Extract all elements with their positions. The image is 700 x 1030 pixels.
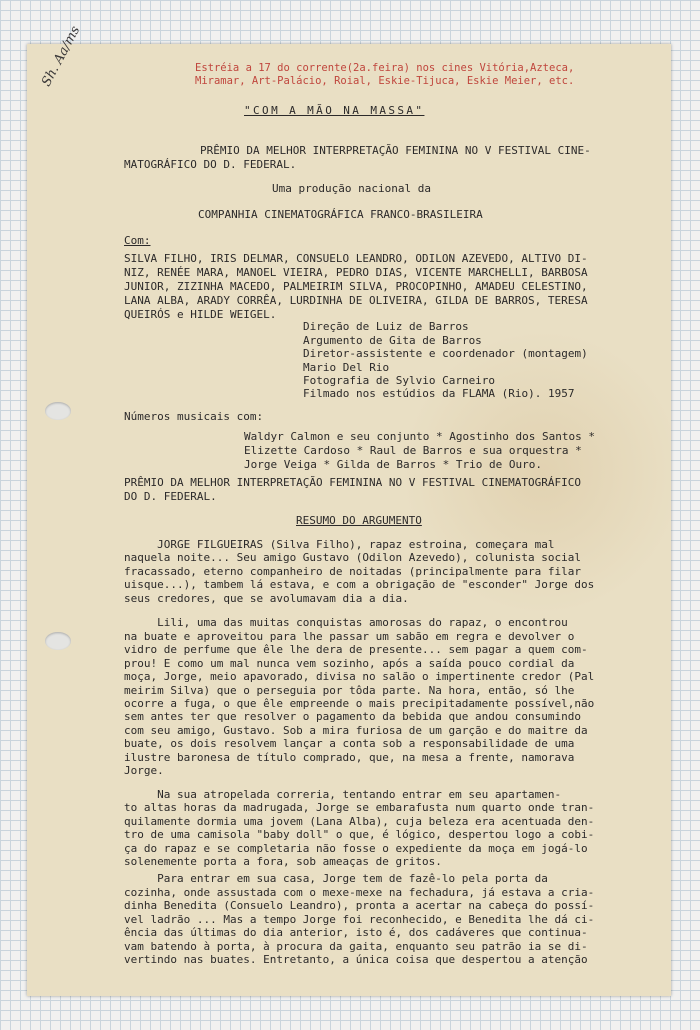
paragraph-line: Para entrar em sua casa, Jorge tem de fazê-lo pela porta da: [124, 872, 548, 885]
paragraph-line: solenemente porta a fora, sob ameaças de gritos.: [124, 855, 442, 868]
credit-line: Direção de Luiz de Barros: [303, 320, 469, 333]
cast-line: SILVA FILHO, IRIS DELMAR, CONSUELO LEANDRO, ODILON AZEVEDO, ALTIVO DI-: [124, 252, 588, 265]
paragraph-line: ência das últimas do dia anterior, isto é, dos cadáveres que continua-: [124, 926, 588, 939]
music-line: Waldyr Calmon e seu conjunto * Agostinho dos Santos *: [244, 430, 595, 443]
page-title: "COM A MÃO NA MASSA": [244, 104, 425, 117]
punch-hole: [45, 402, 71, 420]
music-line: Jorge Veiga * Gilda de Barros * Trio de Ouro.: [244, 458, 543, 471]
music-label: Números musicais com:: [124, 410, 264, 423]
paragraph-line: uisque...), tambem lá estava, e com a obrigação de "esconder" Jorge dos: [124, 578, 595, 591]
paragraph-line: tro de uma camisola "baby doll" o que, é lógico, despertou logo a cobi-: [124, 828, 595, 841]
paragraph-line: seus credores, que se avolumavam dia a dia.: [124, 592, 409, 605]
handwritten-note: Sh. Aa/ms: [39, 23, 84, 90]
paragraph-line: vel ladrão ... Mas a tempo Jorge foi reconhecido, e Benedita lhe dá ci-: [124, 913, 595, 926]
paragraph-line: Lili, uma das muitas conquistas amorosas do rapaz, o encontrou: [124, 616, 568, 629]
paragraph-line: ça do rapaz e se completaria não fosse o expediente da moça em jogá-lo: [124, 842, 588, 855]
credit-line: Mario Del Rio: [303, 361, 390, 374]
paragraph-line: to altas horas da madrugada, Jorge se embarafusta num quarto onde tran-: [124, 801, 595, 814]
paragraph-line: JORGE FILGUEIRAS (Silva Filho), rapaz estroina, começara mal: [124, 538, 555, 551]
paragraph-line: dinha Benedita (Consuelo Leandro), pronta a acertar na cabeça do possí-: [124, 899, 595, 912]
summary-heading: RESUMO DO ARGUMENTO: [296, 514, 422, 527]
award-bottom-line-2: DO D. FEDERAL.: [124, 490, 217, 503]
award-top-line-2: MATOGRÁFICO DO D. FEDERAL.: [124, 158, 297, 171]
punch-hole: [45, 632, 71, 650]
paragraph-line: Jorge.: [124, 764, 164, 777]
paragraph-line: Na sua atropelada correria, tentando entrar em seu apartamen-: [124, 788, 562, 801]
stamp-line-1: Estréia a 17 do corrente(2a.feira) nos cines Vitória,Azteca,: [195, 62, 575, 74]
cast-line: NIZ, RENÉE MARA, MANOEL VIEIRA, PEDRO DIAS, VICENTE MARCHELLI, BARBOSA: [124, 266, 588, 279]
credit-line: Filmado nos estúdios da FLAMA (Rio). 1957: [303, 387, 575, 400]
paragraph-line: ilustre baronesa de título comprado, que, na mesa a frente, namorava: [124, 751, 575, 764]
cast-label: Com:: [124, 234, 151, 247]
paragraph-line: fracassado, eterno companheiro de noitadas (principalmente para filar: [124, 565, 581, 578]
cast-line: LANA ALBA, ARADY CORRÊA, LURDINHA DE OLIVEIRA, GILDA DE BARROS, TERESA: [124, 294, 588, 307]
paragraph-line: cozinha, onde assustada com o mexe-mexe na fechadura, já estava a cria-: [124, 886, 595, 899]
paragraph-line: buate, os dois resolvem lançar a conta sob a responsabilidade de uma: [124, 737, 575, 750]
paragraph-line: na buate e aproveitou para lhe passar um sabão em regra e devolver o: [124, 630, 575, 643]
paragraph-line: quilamente dormia uma jovem (Lana Alba), cuja beleza era acentuada den-: [124, 815, 595, 828]
paragraph-line: prou! E como um mal nunca vem sozinho, após a saída pouco cordial da: [124, 657, 575, 670]
paragraph-line: sem antes ter que resolver o pagamento da bebida que andou consumindo: [124, 710, 581, 723]
stamp-line-2: Miramar, Art-Palácio, Roial, Eskie-Tijuca, Eskie Meier, etc.: [195, 75, 575, 87]
paragraph-line: com seu amigo, Gustavo. Sob a mira furiosa de um garção e do maitre da: [124, 724, 588, 737]
paragraph-line: vertindo nas buates. Entretanto, a única coisa que despertou a atenção: [124, 953, 588, 966]
cast-line: QUEIRÓS e HILDE WEIGEL.: [124, 308, 277, 321]
credit-line: Fotografia de Sylvio Carneiro: [303, 374, 496, 387]
paragraph-line: ocorre a fuga, o que êle empreende o mais precipitadamente possível,não: [124, 697, 595, 710]
music-line: Elizette Cardoso * Raul de Barros e sua orquestra *: [244, 444, 582, 457]
credit-line: Argumento de Gita de Barros: [303, 334, 482, 347]
award-top-line-1: PRÊMIO DA MELHOR INTERPRETAÇÃO FEMININA NO V FESTIVAL CINE-: [200, 144, 591, 157]
company-name: COMPANHIA CINEMATOGRÁFICA FRANCO-BRASILEIRA: [198, 208, 483, 221]
credit-line: Diretor-assistente e coordenador (montagem): [303, 347, 588, 360]
paragraph-line: naquela noite... Seu amigo Gustavo (Odilon Azevedo), colunista social: [124, 551, 581, 564]
paragraph-line: vam batendo à porta, à procura da gaita, enquanto seu patrão ia se di-: [124, 940, 588, 953]
production-line: Uma produção nacional da: [272, 182, 431, 195]
paragraph-line: vidro de perfume que êle lhe dera de presente... sem pagar a quem com-: [124, 643, 588, 656]
paragraph-line: moça, Jorge, meio apavorado, divisa no salão o impertinente credor (Pal: [124, 670, 595, 683]
paragraph-line: meirim Silva) que o perseguia por tôda parte. Na hora, então, só lhe: [124, 684, 575, 697]
cast-line: JUNIOR, ZIZINHA MACEDO, PALMEIRIM SILVA, PROCOPINHO, AMADEU CELESTINO,: [124, 280, 588, 293]
award-bottom-line-1: PRÊMIO DA MELHOR INTERPRETAÇÃO FEMININA NO V FESTIVAL CINEMATOGRÁFICO: [124, 476, 581, 489]
